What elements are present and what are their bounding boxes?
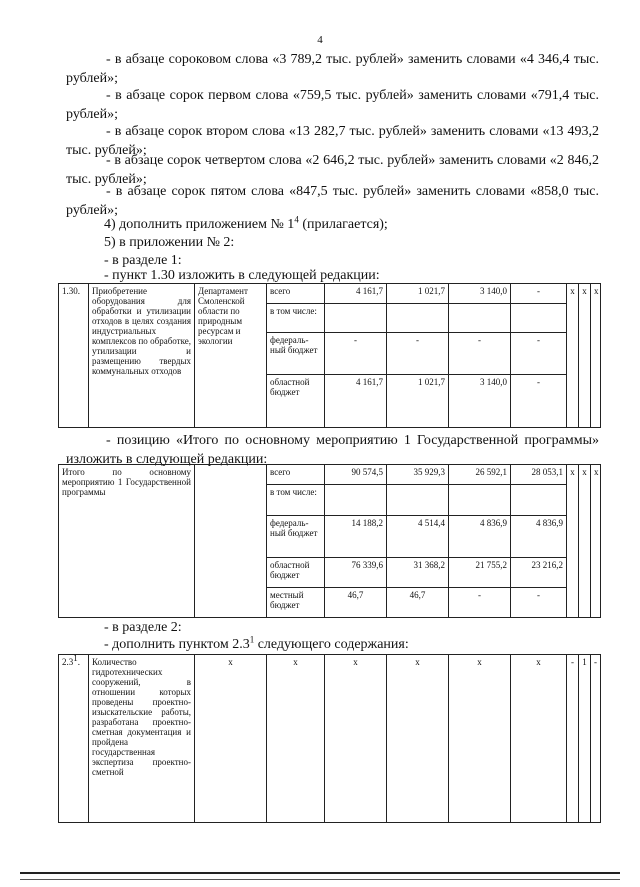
row-label: всего bbox=[267, 465, 325, 485]
cell-value: 4 836,9 bbox=[511, 516, 567, 558]
cell-x: х bbox=[195, 655, 267, 823]
cell-value: 4 161,7 bbox=[325, 375, 387, 428]
cell-value bbox=[449, 485, 511, 516]
cell-value: - bbox=[591, 655, 601, 823]
cell-x: х bbox=[267, 655, 325, 823]
row-label: областной бюджет bbox=[267, 375, 325, 428]
cell-value: 21 755,2 bbox=[449, 558, 511, 588]
cell-value: 26 592,1 bbox=[449, 465, 511, 485]
cell-value: 14 188,2 bbox=[325, 516, 387, 558]
add-item-line: - дополнить пунктом $2.3^1$ следующего содержания: bbox=[104, 634, 409, 652]
cell-x: х bbox=[325, 655, 387, 823]
cell-value bbox=[511, 304, 567, 333]
cell-x: х bbox=[567, 465, 579, 618]
cell-value: - bbox=[449, 588, 511, 618]
cell-value: - bbox=[449, 333, 511, 375]
table-total-1 bbox=[58, 464, 601, 618]
paragraph-3: - в абзаце сорок втором слова «13 282,7 тыс. рублей» заменить словами «13 493,2 тыс. рублей»; bbox=[66, 124, 599, 158]
cell-value: 1 021,7 bbox=[387, 284, 449, 304]
cell-value: 46,7 bbox=[325, 588, 387, 618]
paragraph-1: - в абзаце сороковом слова «3 789,2 тыс. рублей» заменить словами «4 346,4 тыс. рублей»; bbox=[66, 52, 599, 86]
cell-x: х bbox=[567, 284, 579, 428]
row-label: местный бюджет bbox=[267, 588, 325, 618]
cell-value: - bbox=[511, 284, 567, 304]
item-number: $2.3^1$. bbox=[59, 655, 89, 823]
cell-value bbox=[325, 485, 387, 516]
row-label: федераль-ный бюджет bbox=[267, 516, 325, 558]
cell-x: х bbox=[579, 465, 591, 618]
cell-value: 28 053,1 bbox=[511, 465, 567, 485]
cell-value bbox=[511, 485, 567, 516]
item-name: Количество гидротехнических сооружений, в отношении которых проведены проектно-изыскательские работы, разработана проектно-сметная документация и пройдена государственная экспертиза проектно-сметной bbox=[89, 655, 195, 823]
cell-x: х bbox=[591, 284, 601, 428]
annex-sup: 4 bbox=[294, 214, 299, 225]
cell-x: х bbox=[579, 284, 591, 428]
item-number: 1.30. bbox=[59, 284, 89, 428]
table-item-2-3-1 bbox=[58, 654, 601, 823]
cell-value: 35 929,3 bbox=[387, 465, 449, 485]
annex-line: 4) дополнить приложением № $1^4$ (прилагается); bbox=[104, 214, 388, 232]
cell-value: 4 836,9 bbox=[449, 516, 511, 558]
paragraph-4: - в абзаце сорок четвертом слова «2 646,2 тыс. рублей» заменить словами «2 846,2 тыс. рублей»; bbox=[66, 153, 599, 187]
footer-rule bbox=[20, 872, 620, 874]
item-name: Приобретение оборудования для обработки и утилизации отходов в целях создания индустриальных комплексов по обработке, утилизации и размещению твердых коммунальных отходов bbox=[89, 284, 195, 428]
footer-rule-thin bbox=[20, 879, 620, 880]
position-line: - позицию «Итого по основному мероприятию 1 Государственной программы» изложить в следующей редакции: bbox=[66, 433, 599, 467]
row-label: областной бюджет bbox=[267, 558, 325, 588]
section2-line: - в разделе 2: bbox=[104, 620, 182, 635]
section1-line: - в разделе 1: bbox=[104, 253, 182, 268]
row-label: федераль-ный бюджет bbox=[267, 333, 325, 375]
cell-value bbox=[387, 485, 449, 516]
cell-value: - bbox=[511, 333, 567, 375]
cell-value: 76 339,6 bbox=[325, 558, 387, 588]
add-item-sup: 1 bbox=[249, 634, 255, 645]
cell-value: 3 140,0 bbox=[449, 284, 511, 304]
cell-value bbox=[449, 304, 511, 333]
cell-value: 3 140,0 bbox=[449, 375, 511, 428]
cell-value: - bbox=[387, 333, 449, 375]
cell-x: х bbox=[387, 655, 449, 823]
table-item-1-30 bbox=[58, 283, 601, 428]
row-label: в том числе: bbox=[267, 304, 325, 333]
item130-line: - пункт 1.30 изложить в следующей редакции: bbox=[104, 268, 380, 283]
cell-x: х bbox=[449, 655, 511, 823]
paragraph-5: - в абзаце сорок пятом слова «847,5 тыс. рублей» заменить словами «858,0 тыс. рублей»; bbox=[66, 184, 599, 218]
paragraph-2: - в абзаце сорок первом слова «759,5 тыс. рублей» заменить словами «791,4 тыс. рублей»; bbox=[66, 88, 599, 122]
cell-value: - bbox=[325, 333, 387, 375]
row-label: в том числе: bbox=[267, 485, 325, 516]
cell-value: 46,7 bbox=[387, 588, 449, 618]
cell-value: 90 574,5 bbox=[325, 465, 387, 485]
cell-value: 23 216,2 bbox=[511, 558, 567, 588]
cell-value: 1 021,7 bbox=[387, 375, 449, 428]
cell-value: 4 161,7 bbox=[325, 284, 387, 304]
row-label: всего bbox=[267, 284, 325, 304]
cell-value bbox=[325, 304, 387, 333]
cell-value bbox=[387, 304, 449, 333]
cell-value: - bbox=[567, 655, 579, 823]
cell-x: х bbox=[511, 655, 567, 823]
item-executor: Департамент Смоленской области по природным ресурсам и экологии bbox=[195, 284, 267, 428]
cell-value: 1 bbox=[579, 655, 591, 823]
cell-value: 31 368,2 bbox=[387, 558, 449, 588]
annex2-line: 5) в приложении № 2: bbox=[104, 235, 235, 250]
page-number: 4 bbox=[317, 34, 323, 46]
cell-value: - bbox=[511, 375, 567, 428]
total-executor bbox=[195, 465, 267, 618]
cell-value: - bbox=[511, 588, 567, 618]
cell-x: х bbox=[591, 465, 601, 618]
cell-value: 4 514,4 bbox=[387, 516, 449, 558]
total-name: Итого по основному мероприятию 1 Государственной программы bbox=[59, 465, 195, 618]
